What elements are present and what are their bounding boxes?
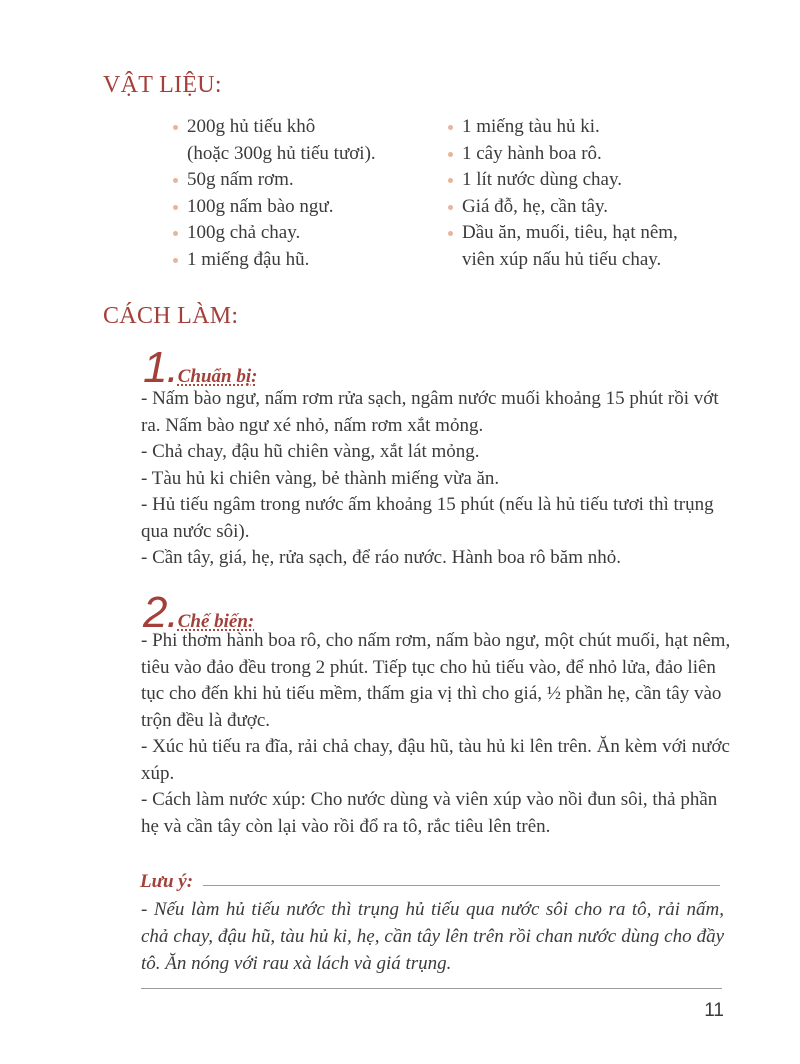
note-top-divider [203,885,720,886]
step-2-number: 2. [143,588,178,637]
ingredient-item: Giá đỗ, hẹ, cần tây. [447,194,747,221]
ingredient-item: 100g chả chay. [172,220,432,247]
step-1-number: 1. [143,343,178,392]
ingredient-item-continuation: viên xúp nấu hủ tiếu chay. [462,248,662,270]
step-2-label: Chế biến: [177,611,255,632]
note-text: - Nếu làm hủ tiếu nước thì trụng hủ tiếu qua nước sôi cho ra tô, rải nấm, chả chay, đậu hũ, tàu hủ ki, hẹ, cần tây lên trên rồi chan nước dùng cho đầy tô. Ăn nóng với rau xà lách và giá trụng. [141,899,724,974]
step-1-line: - Hủ tiếu ngâm trong nước ấm khoảng 15 phút (nếu là hủ tiếu tươi thì trụng qua nước sôi). [141,494,714,542]
note-bottom-divider [141,988,722,989]
ingredient-item: 1 lít nước dùng chay. [447,167,747,194]
step-2-line: - Phi thơm hành boa rô, cho nấm rơm, nấm bào ngư, một chút muối, hạt nêm, tiêu vào đảo đều trong 2 phút. Tiếp tục cho hủ tiếu vào, để nhỏ lửa, đảo liên tục cho đến khi hủ tiếu mềm, thấm gia vị thì cho giá, ½ phần hẹ, cần tây vào trộn đều là được. [141,630,731,731]
ingredient-item: 100g nấm bào ngư. [172,194,432,221]
ingredients-left-column [172,114,432,273]
step-1-line: - Cần tây, giá, hẹ, rửa sạch, để ráo nước. Hành boa rô băm nhỏ. [141,547,621,568]
step-1-body [141,386,731,572]
step-1-line: - Chả chay, đậu hũ chiên vàng, xắt lát mỏng. [141,441,480,462]
ingredient-item: Dầu ăn, muối, tiêu, hạt nêm, [447,220,747,247]
ingredient-item: 200g hủ tiếu khô [172,114,432,141]
ingredient-item: 1 miếng đậu hũ. [172,247,432,274]
ingredients-right-column [447,114,747,273]
note-title: Lưu ý: [140,871,194,892]
step-2-line: - Xúc hủ tiếu ra đĩa, rải chả chay, đậu hũ, tàu hủ ki lên trên. Ăn kèm với nước xúp. [141,736,730,784]
step-1-line: - Nấm bào ngư, nấm rơm rửa sạch, ngâm nước muối khoảng 15 phút rồi vớt ra. Nấm bào ngư xé nhỏ, nấm rơm xắt mỏng. [141,388,719,436]
ingredient-item: 1 cây hành boa rô. [447,141,747,168]
page-number: 11 [704,1000,724,1021]
materials-heading: VẬT LIỆU: [103,72,222,98]
step-1-label: Chuẩn bị: [177,366,258,387]
ingredient-item: 1 miếng tàu hủ ki. [447,114,747,141]
method-heading: CÁCH LÀM: [103,303,239,329]
step-2-line: - Cách làm nước xúp: Cho nước dùng và viên xúp vào nồi đun sôi, thả phần hẹ và cần tây còn lại vào rồi đổ ra tô, rắc tiêu lên trên. [141,789,718,837]
ingredient-item-continuation: (hoặc 300g hủ tiếu tươi). [187,142,376,164]
step-2-body [141,628,731,840]
step-1-line: - Tàu hủ ki chiên vàng, bẻ thành miếng vừa ăn. [141,467,500,489]
ingredient-item: 50g nấm rơm. [172,167,432,194]
